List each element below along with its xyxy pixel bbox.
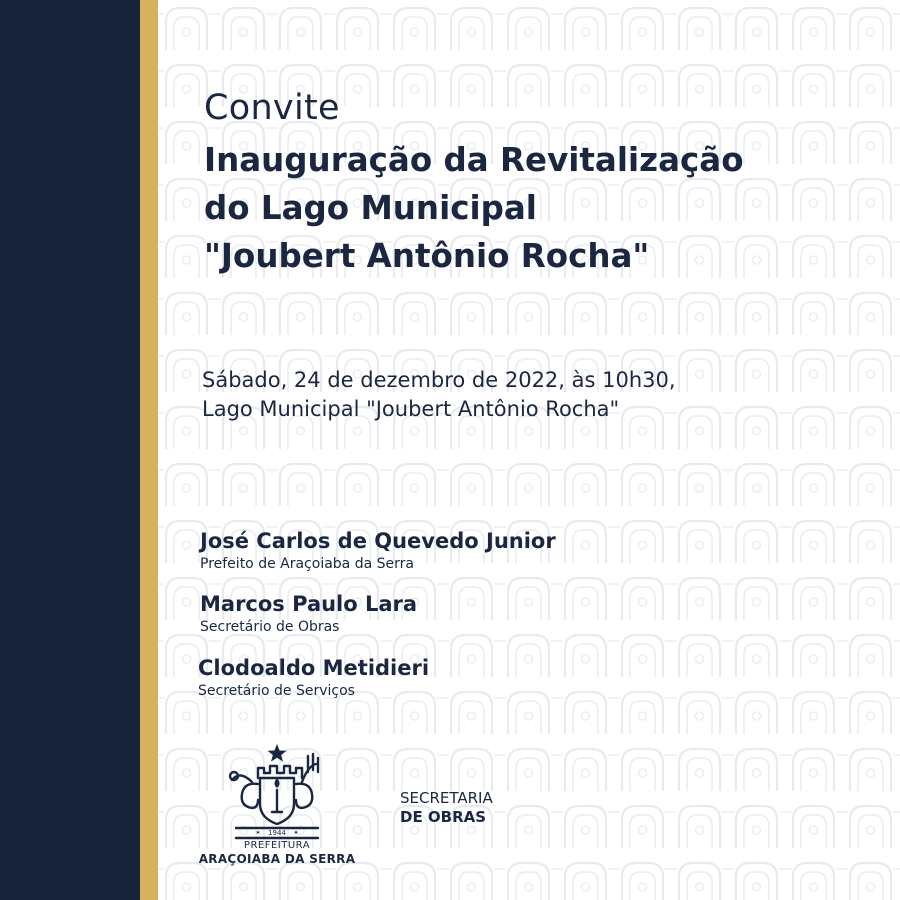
city-name: ARAÇOIABA DA SERRA — [198, 852, 356, 866]
host-name: Clodoaldo Metidieri — [198, 656, 430, 680]
coat-of-arms-icon — [222, 742, 332, 842]
host-entry — [200, 528, 556, 574]
host-name: Marcos Paulo Lara — [200, 592, 418, 616]
invite-label: Convite — [204, 88, 340, 128]
event-title-line: "Joubert Antônio Rocha" — [204, 237, 650, 275]
event-title — [204, 136, 884, 280]
event-date: Sábado, 24 de dezembro de 2022, às 10h30, — [202, 368, 676, 392]
host-role: Secretário de Serviços — [198, 683, 355, 699]
department-name: DE OBRAS — [400, 808, 487, 826]
event-title-line: do Lago Municipal — [204, 189, 537, 227]
event-location: Lago Municipal "Joubert Antônio Rocha" — [202, 397, 620, 421]
event-details — [202, 366, 676, 424]
host-entry — [198, 655, 429, 701]
department-label: SECRETARIA — [400, 789, 493, 807]
host-role: Secretário de Obras — [200, 619, 340, 635]
host-entry — [200, 591, 417, 637]
department-logo-text — [400, 789, 493, 827]
event-title-line: Inauguração da Revitalização — [204, 141, 744, 179]
host-role: Prefeito de Araçoiaba da Serra — [200, 556, 414, 572]
host-name: José Carlos de Quevedo Junior — [200, 529, 556, 553]
city-hall-label: PREFEITURA — [243, 840, 311, 851]
crest-year: 1944 — [268, 829, 286, 837]
city-hall-logo-text — [196, 840, 358, 866]
